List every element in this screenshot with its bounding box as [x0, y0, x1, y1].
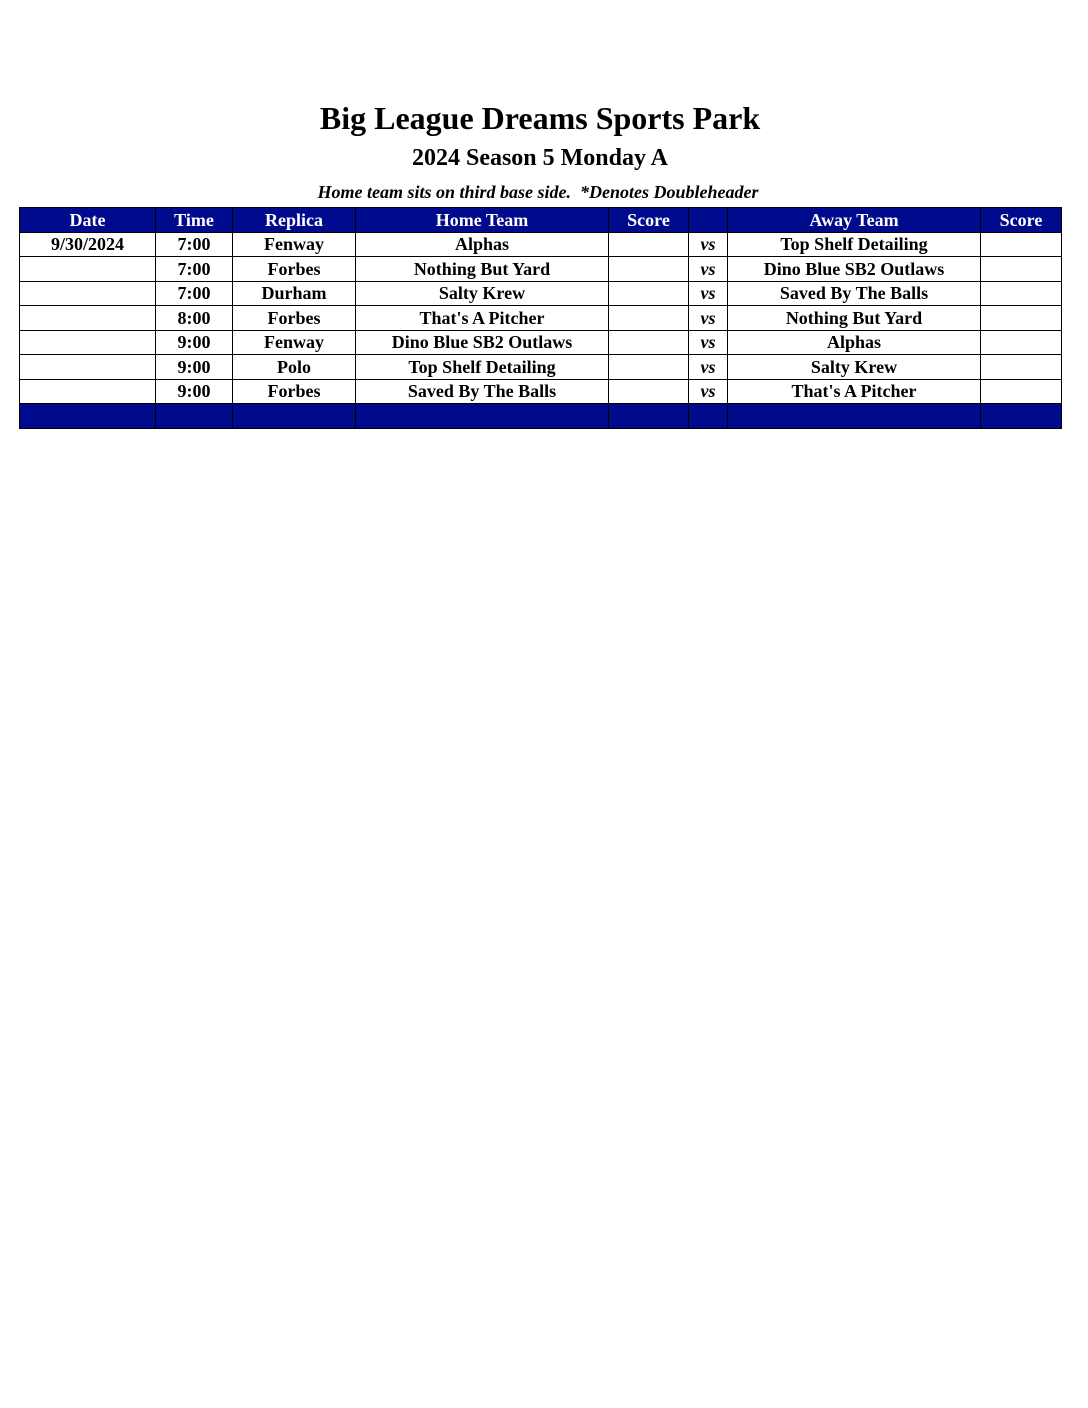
replica-cell: Forbes [233, 379, 356, 404]
time-cell: 9:00 [156, 379, 233, 404]
away-team-cell: Saved By The Balls [728, 281, 981, 306]
footer-cell [20, 404, 156, 429]
vs-cell: vs [689, 232, 728, 257]
column-header-replica: Replica [233, 208, 356, 233]
home-score-cell [609, 306, 689, 331]
table-header-row [20, 208, 1062, 233]
vs-cell: vs [689, 257, 728, 282]
footer-cell [356, 404, 609, 429]
home-team-cell: Alphas [356, 232, 609, 257]
replica-cell: Polo [233, 355, 356, 380]
away-score-cell [981, 257, 1062, 282]
away-team-cell: Top Shelf Detailing [728, 232, 981, 257]
table-row [20, 257, 1062, 282]
away-team-cell: Salty Krew [728, 355, 981, 380]
table-row [20, 232, 1062, 257]
away-score-cell [981, 306, 1062, 331]
away-team-cell: That's A Pitcher [728, 379, 981, 404]
time-cell: 7:00 [156, 281, 233, 306]
page-subtitle: 2024 Season 5 Monday A [411, 145, 669, 171]
away-score-cell [981, 330, 1062, 355]
date-cell [20, 379, 156, 404]
home-score-cell [609, 232, 689, 257]
footer-cell [689, 404, 728, 429]
replica-cell: Fenway [233, 330, 356, 355]
column-header-date: Date [20, 208, 156, 233]
column-header-home-score: Score [609, 208, 689, 233]
time-cell: 9:00 [156, 330, 233, 355]
away-score-cell [981, 232, 1062, 257]
column-header-vs [689, 208, 728, 233]
home-team-cell: Top Shelf Detailing [356, 355, 609, 380]
table-row [20, 306, 1062, 331]
home-score-cell [609, 330, 689, 355]
time-cell: 7:00 [156, 232, 233, 257]
date-cell [20, 257, 156, 282]
replica-cell: Fenway [233, 232, 356, 257]
home-team-cell: Salty Krew [356, 281, 609, 306]
column-header-away-score: Score [981, 208, 1062, 233]
time-cell: 9:00 [156, 355, 233, 380]
away-score-cell [981, 355, 1062, 380]
home-score-cell [609, 355, 689, 380]
table-row [20, 355, 1062, 380]
away-team-cell: Dino Blue SB2 Outlaws [728, 257, 981, 282]
table-row [20, 330, 1062, 355]
home-score-cell [609, 281, 689, 306]
vs-cell: vs [689, 281, 728, 306]
vs-cell: vs [689, 330, 728, 355]
away-score-cell [981, 379, 1062, 404]
date-cell [20, 281, 156, 306]
footer-cell [156, 404, 233, 429]
home-score-cell [609, 379, 689, 404]
replica-cell: Durham [233, 281, 356, 306]
home-score-cell [609, 257, 689, 282]
vs-cell: vs [689, 306, 728, 331]
table-row [20, 379, 1062, 404]
schedule-table [19, 207, 1062, 429]
column-header-home-team: Home Team [356, 208, 609, 233]
home-team-cell: Dino Blue SB2 Outlaws [356, 330, 609, 355]
time-cell: 8:00 [156, 306, 233, 331]
table-footer-row [20, 404, 1062, 429]
column-header-away-team: Away Team [728, 208, 981, 233]
home-team-cell: Nothing But Yard [356, 257, 609, 282]
column-header-time: Time [156, 208, 233, 233]
date-cell [20, 330, 156, 355]
table-row [20, 281, 1062, 306]
home-team-cell: Saved By The Balls [356, 379, 609, 404]
date-cell: 9/30/2024 [20, 232, 156, 257]
page-title: Big League Dreams Sports Park [319, 100, 761, 136]
footer-cell [609, 404, 689, 429]
replica-cell: Forbes [233, 306, 356, 331]
footer-cell [728, 404, 981, 429]
vs-cell: vs [689, 355, 728, 380]
footer-cell [981, 404, 1062, 429]
away-score-cell [981, 281, 1062, 306]
replica-cell: Forbes [233, 257, 356, 282]
time-cell: 7:00 [156, 257, 233, 282]
schedule-note: Home team sits on third base side. *Denotes Doubleheader [317, 182, 759, 202]
home-team-cell: That's A Pitcher [356, 306, 609, 331]
footer-cell [233, 404, 356, 429]
date-cell [20, 355, 156, 380]
away-team-cell: Nothing But Yard [728, 306, 981, 331]
date-cell [20, 306, 156, 331]
away-team-cell: Alphas [728, 330, 981, 355]
vs-cell: vs [689, 379, 728, 404]
